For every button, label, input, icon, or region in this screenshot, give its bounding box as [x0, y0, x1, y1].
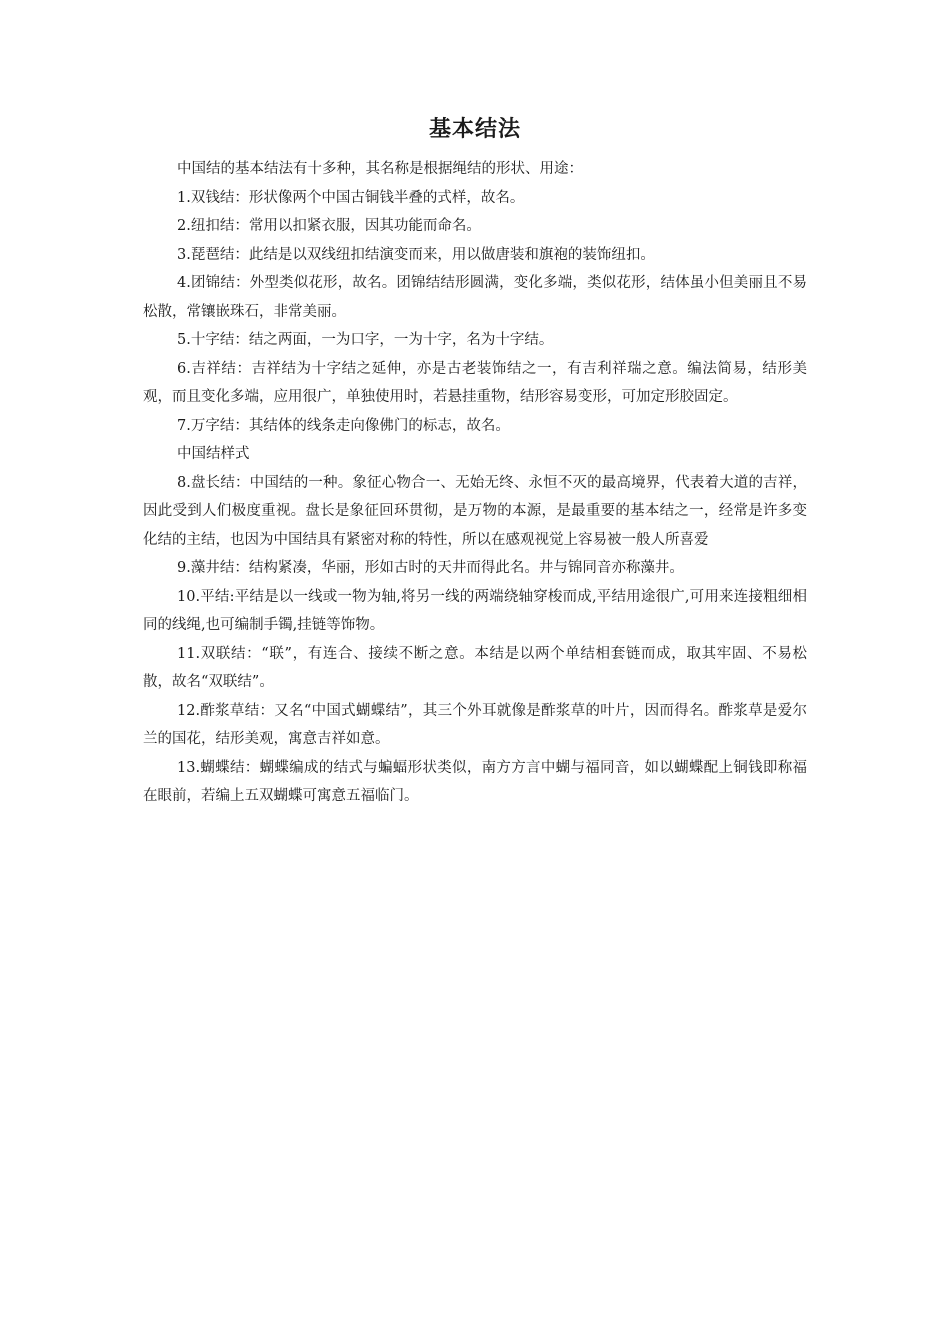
page-title: 基本结法 — [428, 117, 521, 142]
paragraph-good-luck-knot: 6.吉祥结：吉祥结为十字结之延伸，亦是古老装饰结之一，有吉利祥瑞之意。编法简易，结形美观，而且变化多端，应用很广，单独使用时，若悬挂重物，结形容易变形，可加定形胶固定。 — [143, 360, 807, 405]
section-heading: 中国结样式 — [177, 446, 250, 462]
paragraph-pan-chang-knot: 8.盘长结：中国结的一种。象征心物合一、无始无终、永恒不灭的最高境界，代表着大道的吉祥，因此受到人们极度重视。盘长是象征回环贯彻，是万物的本源，是最重要的基本结之一，经常是许多变化结的主结，也因为中国结具有紧密对称的特性，所以在感观视觉上容易被一般人所喜爱 — [143, 474, 807, 548]
paragraph-round-brocade-knot: 4.团锦结：外型类似花形，故名。团锦结结形圆满，变化多端，类似花形，结体虽小但美丽且不易松散，常镶嵌珠石，非常美丽。 — [143, 275, 807, 320]
paragraph-swastika-knot: 7.万字结：其结体的线条走向像佛门的标志，故名。 — [177, 417, 510, 434]
paragraph-flat-knot: 10.平结:平结是以一线或一物为轴,将另一线的两端绕轴穿梭而成,平结用途很广,可用来连接粗细相同的线绳,也可编制手镯,挂链等饰物。 — [143, 588, 807, 633]
paragraph-cross-knot: 5.十字结：结之两面，一为口字，一为十字，名为十字结。 — [177, 332, 554, 348]
paragraph-button-knot: 2.纽扣结：常用以扣紧衣服，因其功能而命名。 — [177, 218, 481, 234]
paragraph-creeping-oxalis-knot: 12.酢浆草结：又名“中国式蝴蝶结”，其三个外耳就像是酢浆草的叶片，因而得名。酢浆草是爱尔兰的国花，结形美观，寓意吉祥如意。 — [143, 702, 807, 747]
intro-paragraph: 中国结的基本结法有十多种，其名称是根据绳结的形状、用途： — [177, 161, 583, 177]
paragraph-butterfly-knot: 13.蝴蝶结：蝴蝶编成的结式与蝙蝠形状类似，南方方言中蝴与福同音，如以蝴蝶配上铜钱即称福在眼前，若编上五双蝴蝶可寓意五福临门。 — [143, 759, 807, 804]
paragraph-double-coin-knot: 1.双钱结：形状像两个中国古铜钱半叠的式样，故名。 — [177, 189, 525, 206]
paragraph-double-connection-knot: 11.双联结：“联”，有连合、接续不断之意。本结是以两个单结相套链而成，取其牢固、不易松散，故名“双联结”。 — [143, 645, 807, 690]
paragraph-caisson-knot: 9.藻井结：结构紧凑，华丽，形如古时的天井而得此名。井与锦同音亦称藻井。 — [177, 560, 684, 576]
paragraph-pipa-knot: 3.琵琶结：此结是以双线纽扣结演变而来，用以做唐装和旗袍的装饰纽扣。 — [177, 246, 655, 263]
document-body — [143, 155, 807, 811]
